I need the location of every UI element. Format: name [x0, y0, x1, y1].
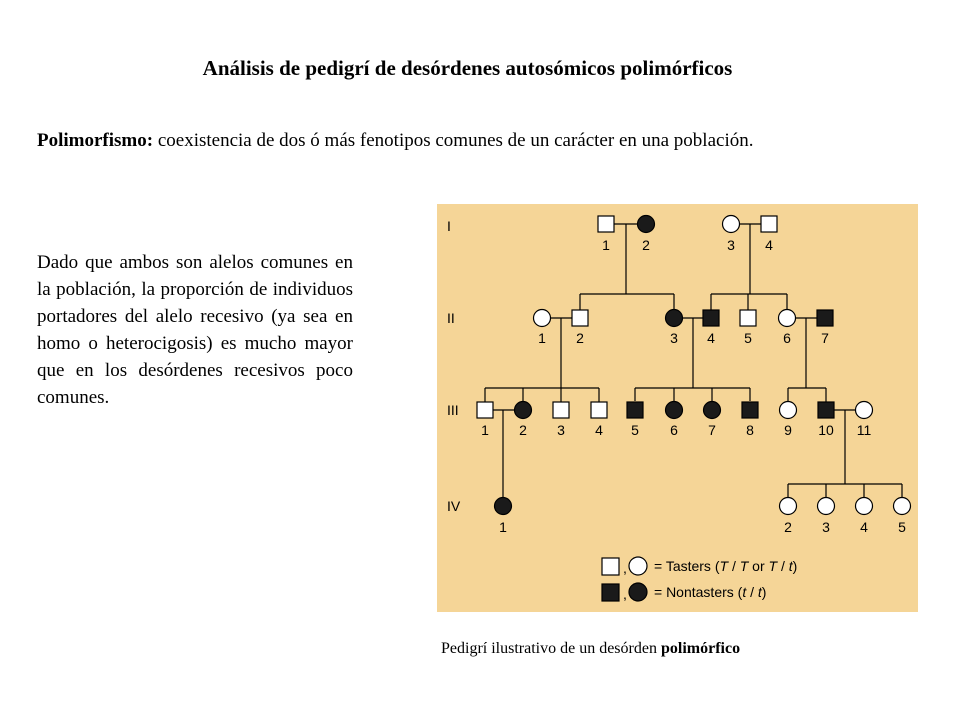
gen-III-individual-2-female-affected [515, 402, 532, 419]
gen-IV-number-3: 3 [822, 519, 830, 535]
gen-II-number-1: 1 [538, 330, 546, 346]
gen-II-individual-3-female-affected [666, 310, 683, 327]
gen-II-individual-1-female-unaffected [534, 310, 551, 327]
gen-III-number-10: 10 [818, 422, 834, 438]
caption-bold: polimórfico [660, 640, 741, 657]
gen-III-number-6: 6 [670, 422, 678, 438]
gen-III-number-3: 3 [557, 422, 565, 438]
gen-III-number-11: 11 [856, 422, 872, 438]
gen-III-individual-4-male-unaffected [591, 402, 607, 418]
gen-II-number-7: 7 [821, 330, 829, 346]
gen-III-individual-5-male-affected [627, 402, 643, 418]
figure-caption [441, 640, 740, 658]
gen-IV-number-1: 1 [499, 519, 507, 535]
legend-comma-2: , [623, 586, 627, 602]
generation-label-IV: IV [447, 498, 461, 514]
definition-text: coexistencia de dos ó más fenotipos comunes de un carácter en una población. [153, 130, 754, 151]
gen-II-number-4: 4 [707, 330, 715, 346]
legend-nontaster-circle [629, 583, 647, 601]
gen-I-number-1: 1 [602, 237, 610, 253]
caption-text: Pedigrí ilustrativo de un desórden [441, 640, 661, 657]
legend-taster-square [602, 558, 619, 575]
gen-II-individual-5-male-unaffected [740, 310, 756, 326]
gen-II-individual-4-male-affected [703, 310, 719, 326]
gen-I-individual-3-female-unaffected [723, 216, 740, 233]
gen-III-individual-3-male-unaffected [553, 402, 569, 418]
pedigree-panel [437, 204, 918, 612]
gen-I-number-2: 2 [642, 237, 650, 253]
generation-label-I: I [447, 218, 451, 234]
gen-I-number-4: 4 [765, 237, 773, 253]
pedigree-diagram [437, 204, 918, 612]
definition-paragraph [37, 127, 914, 154]
gen-III-number-9: 9 [784, 422, 792, 438]
gen-I-individual-1-male-unaffected [598, 216, 614, 232]
definition-term: Polimorfismo: [37, 130, 154, 151]
page-title: Análisis de pedigrí de desórdenes autosómicos polimórficos [202, 56, 733, 80]
legend-taster-circle [629, 557, 647, 575]
gen-IV-individual-2-female-unaffected [780, 498, 797, 515]
gen-II-individual-7-male-affected [817, 310, 833, 326]
gen-I-number-3: 3 [727, 237, 735, 253]
gen-IV-number-5: 5 [898, 519, 906, 535]
gen-III-number-1: 1 [481, 422, 489, 438]
gen-III-number-2: 2 [519, 422, 527, 438]
legend-tasters-label: = Tasters (T / T or T / t) [654, 558, 798, 574]
legend-nontaster-square [602, 584, 619, 601]
gen-III-number-7: 7 [708, 422, 716, 438]
gen-III-individual-1-male-unaffected [477, 402, 493, 418]
gen-II-number-5: 5 [744, 330, 752, 346]
generation-label-III: III [447, 402, 459, 418]
gen-III-individual-6-female-affected [666, 402, 683, 419]
gen-I-individual-2-female-affected [638, 216, 655, 233]
gen-IV-individual-3-female-unaffected [818, 498, 835, 515]
gen-III-individual-10-male-affected [818, 402, 834, 418]
gen-III-number-5: 5 [631, 422, 639, 438]
gen-IV-number-2: 2 [784, 519, 792, 535]
explanation-paragraph: Dado que ambos son alelos comunes en la población, la proporción de individuos portadores del alelo recesivo (ya sea en homo o heterocigosis) es mucho mayor que en los desórdenes recesivos poco comunes. [37, 252, 353, 408]
gen-III-individual-7-female-affected [704, 402, 721, 419]
gen-II-number-6: 6 [783, 330, 791, 346]
legend-nontasters-label: = Nontasters (t / t) [654, 584, 767, 600]
gen-I-individual-4-male-unaffected [761, 216, 777, 232]
gen-II-number-3: 3 [670, 330, 678, 346]
gen-II-number-2: 2 [576, 330, 584, 346]
gen-IV-number-4: 4 [860, 519, 868, 535]
gen-II-individual-2-male-unaffected [572, 310, 588, 326]
gen-III-number-4: 4 [595, 422, 603, 438]
gen-III-individual-11-female-unaffected [856, 402, 873, 419]
gen-III-individual-8-male-affected [742, 402, 758, 418]
gen-III-number-8: 8 [746, 422, 754, 438]
gen-IV-individual-4-female-unaffected [856, 498, 873, 515]
gen-III-individual-9-female-unaffected [780, 402, 797, 419]
legend-comma-1: , [623, 560, 627, 576]
gen-II-individual-6-female-unaffected [779, 310, 796, 327]
gen-IV-individual-5-female-unaffected [894, 498, 911, 515]
generation-label-II: II [447, 310, 455, 326]
gen-IV-individual-1-female-affected [495, 498, 512, 515]
